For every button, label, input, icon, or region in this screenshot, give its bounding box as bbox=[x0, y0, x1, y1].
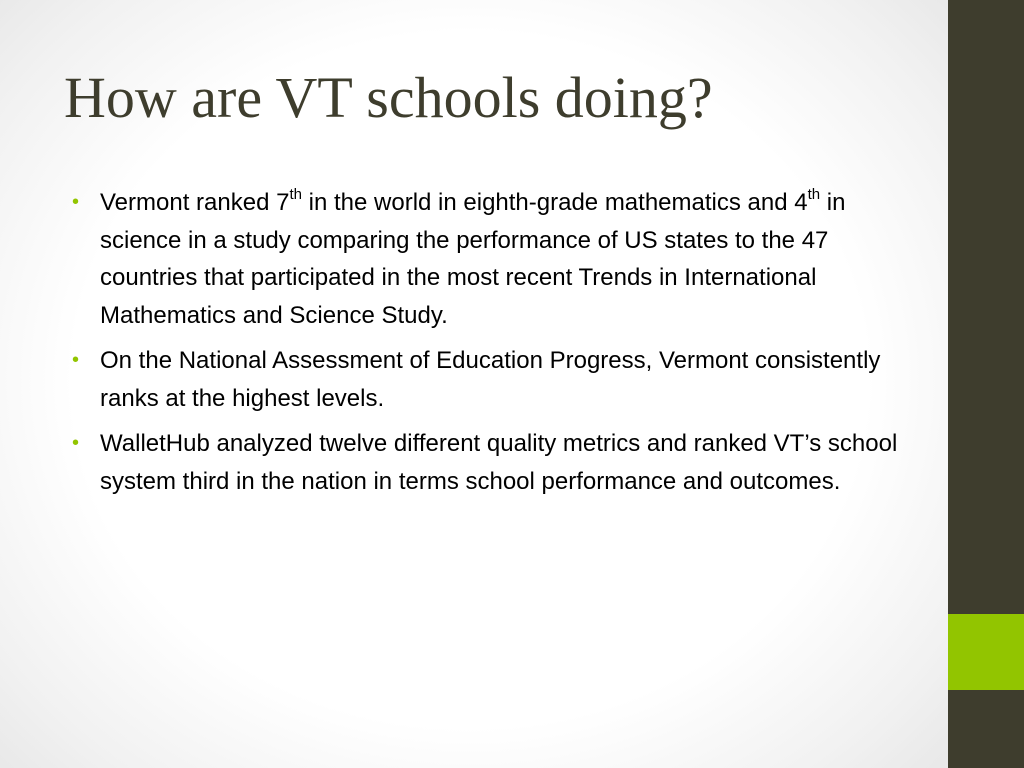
bullet-item bbox=[72, 425, 902, 500]
bullet-dot-icon: • bbox=[72, 349, 80, 371]
text-segment: in the world in eighth-grade mathematics and 4 bbox=[301, 189, 808, 216]
superscript: th bbox=[807, 186, 821, 203]
superscript: th bbox=[289, 186, 302, 203]
bullet-item bbox=[72, 184, 902, 334]
bullet-list bbox=[72, 184, 902, 508]
bullet-text bbox=[100, 430, 897, 495]
text-segment: in science in a study comparing the performance of US states to the 47 countries that participated in the most recent Trends in International Mathematics and Science Study. bbox=[100, 189, 846, 329]
slide-title: How are VT schools doing? bbox=[64, 65, 713, 130]
sidebar-accent-block bbox=[948, 614, 1024, 690]
bullet-item bbox=[72, 342, 902, 417]
text-segment: On the National Assessment of Education Progress, Vermont consistently ranks at the highest levels. bbox=[100, 347, 881, 412]
text-segment: Vermont ranked 7 bbox=[100, 189, 290, 216]
bullet-dot-icon: • bbox=[72, 432, 80, 454]
text-segment: WalletHub analyzed twelve different quality metrics and ranked VT’s school system third in the nation in terms school performance and outcomes. bbox=[100, 430, 898, 495]
bullet-text bbox=[100, 186, 846, 329]
bullet-dot-icon: • bbox=[72, 191, 80, 213]
bullet-text bbox=[100, 347, 880, 412]
